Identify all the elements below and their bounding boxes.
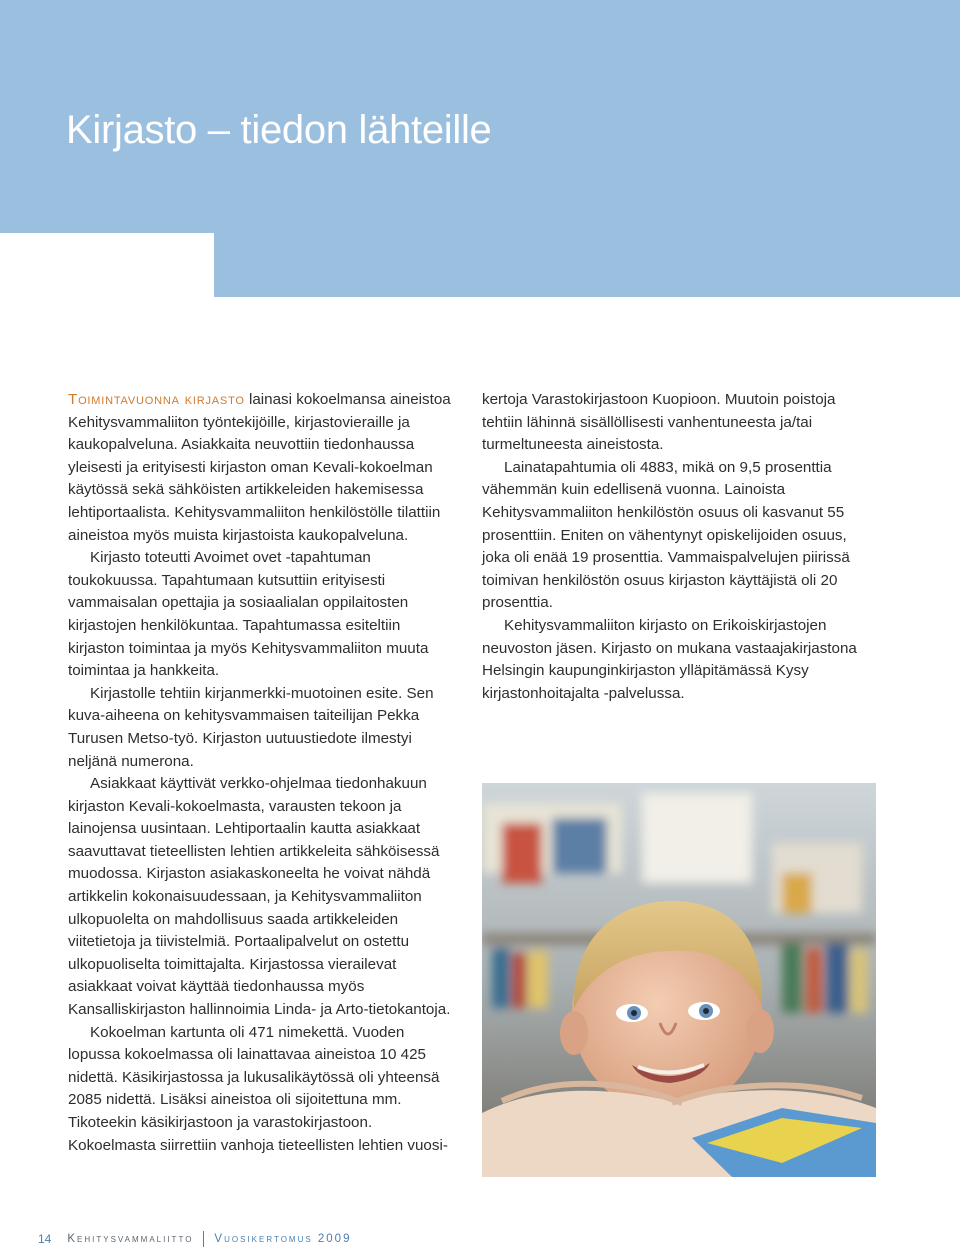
- paragraph: Kirjastolle tehtiin kirjanmerkki-muotoinen esite. Sen kuva-aiheena on kehitysvammaisen taiteilijan Pekka Turusen Metso-työ. Kirjaston uutuustiedote ilmestyi neljänä numerona.: [68, 684, 434, 770]
- paragraph: Lainatapahtumia oli 4883, mikä on 9,5 prosenttia vähemmän kuin edellisenä vuonna. Lainoista Kehitysvammaliiton henkilöstön osuus oli kasvanut 55 prosenttiin. Eniten on vähentynyt opiskelijoiden osuus, joka oli enää 19 prosenttia. Vammaispalvelujen piirissä toimivan henkilöstön osuus kirjaston käyttäjistä oli 20 prosenttia.: [482, 458, 850, 612]
- paragraph: Kokoelman kartunta oli 471 nimekettä. Vuoden lopussa kokoelmassa oli lainattavaa aineistoa 10 425 nidettä. Käsikirjastossa ja lukusalikäytössä oli yhteensä 2085 nidettä. Lisäksi aineistoa oli sijoitettuna mm. Tikoteekin käsikirjastoon ja varastokirjastoon. Kokoelmasta siirrettiin vanhoja tieteellisten lehtien vuosi-: [68, 1023, 448, 1154]
- publication-name: Vuosikertomus 2009: [214, 1233, 352, 1245]
- left-column: [68, 389, 458, 1157]
- paragraph: kertoja Varastokirjastoon Kuopioon. Muutoin poistoja tehtiin lähinnä sisällöllisesti vanhentuneesta ja/tai turmeltuneesta aineistosta.: [482, 391, 836, 454]
- paragraph: Kirjasto toteutti Avoimet ovet -tapahtuman toukokuussa. Tapahtumaan kutsuttiin erityisesti vammaisalan opettajia ja sosiaalialan oppilaitosten kirjastojen henkilökuntaa. Tapahtumassa esiteltiin kirjaston toimintaa ja myös Kehitysvammaliiton muuta toimintaa ja hankkeita.: [68, 549, 429, 680]
- page-footer: [38, 1229, 351, 1249]
- paragraph: Asiakkaat käyttivät verkko-ohjelmaa tiedonhakuun kirjaston Kevali-kokoelmasta, varausten tekoon ja lainojensa uusintaan. Lehtiportaalin kautta asiakkaat saavuttavat tieteellisten lehtien artikkeleita sähköisessä muodossa. Kirjaston asiakaskoneelta he voivat nähdä artikkelin kokonaisuudessaan, ja Kehitysvammaliiton ulkopuolelta on mahdollisuus saada artikkeleiden viitetietoja ja tiivistelmiä. Portaalipalvelut on ostettu ulkopuoliselta toimittajalta. Kirjastossa vierailevat asiakkaat voivat käyttää tiedonhaussa myös Kansalliskirjaston hallinnoimia Linda- ja Arto-tietokantoja.: [68, 775, 451, 1019]
- organization-name: Kehitysvammaliitto: [67, 1233, 194, 1245]
- footer-divider: [203, 1231, 204, 1247]
- right-column: [482, 389, 874, 705]
- header-notch: [0, 233, 214, 297]
- page-number: 14: [38, 1232, 52, 1246]
- paragraph: Kehitysvammaliiton kirjasto on Erikoiskirjastojen neuvoston jäsen. Kirjasto on mukana vastaajakirjastona Helsingin kaupunginkirjaston ylläpitämässä Kysy kirjastonhoitajalta -palvelussa.: [482, 616, 857, 702]
- child-photo: [482, 783, 876, 1177]
- page-title: Kirjasto – tiedon lähteille: [66, 108, 492, 152]
- lead-in: Toimintavuonna kirjasto: [68, 391, 245, 408]
- paragraph: Toimintavuonna kirjasto lainasi kokoelmansa aineistoa Kehitysvammaliiton työntekijöille, kirjastovieraille ja kaukopalveluna. Asiakkaita neuvottiin tiedonhaussa yleisesti ja erityisesti kirjaston oman Kevali-kokoelman käytössä sekä sähköisten artikkeleiden hakemisessa lehtiportaalista. Kehitysvammaliiton henkilöstölle tilattiin aineistoa myös muista kirjastoista kaukopalveluna.: [68, 391, 451, 544]
